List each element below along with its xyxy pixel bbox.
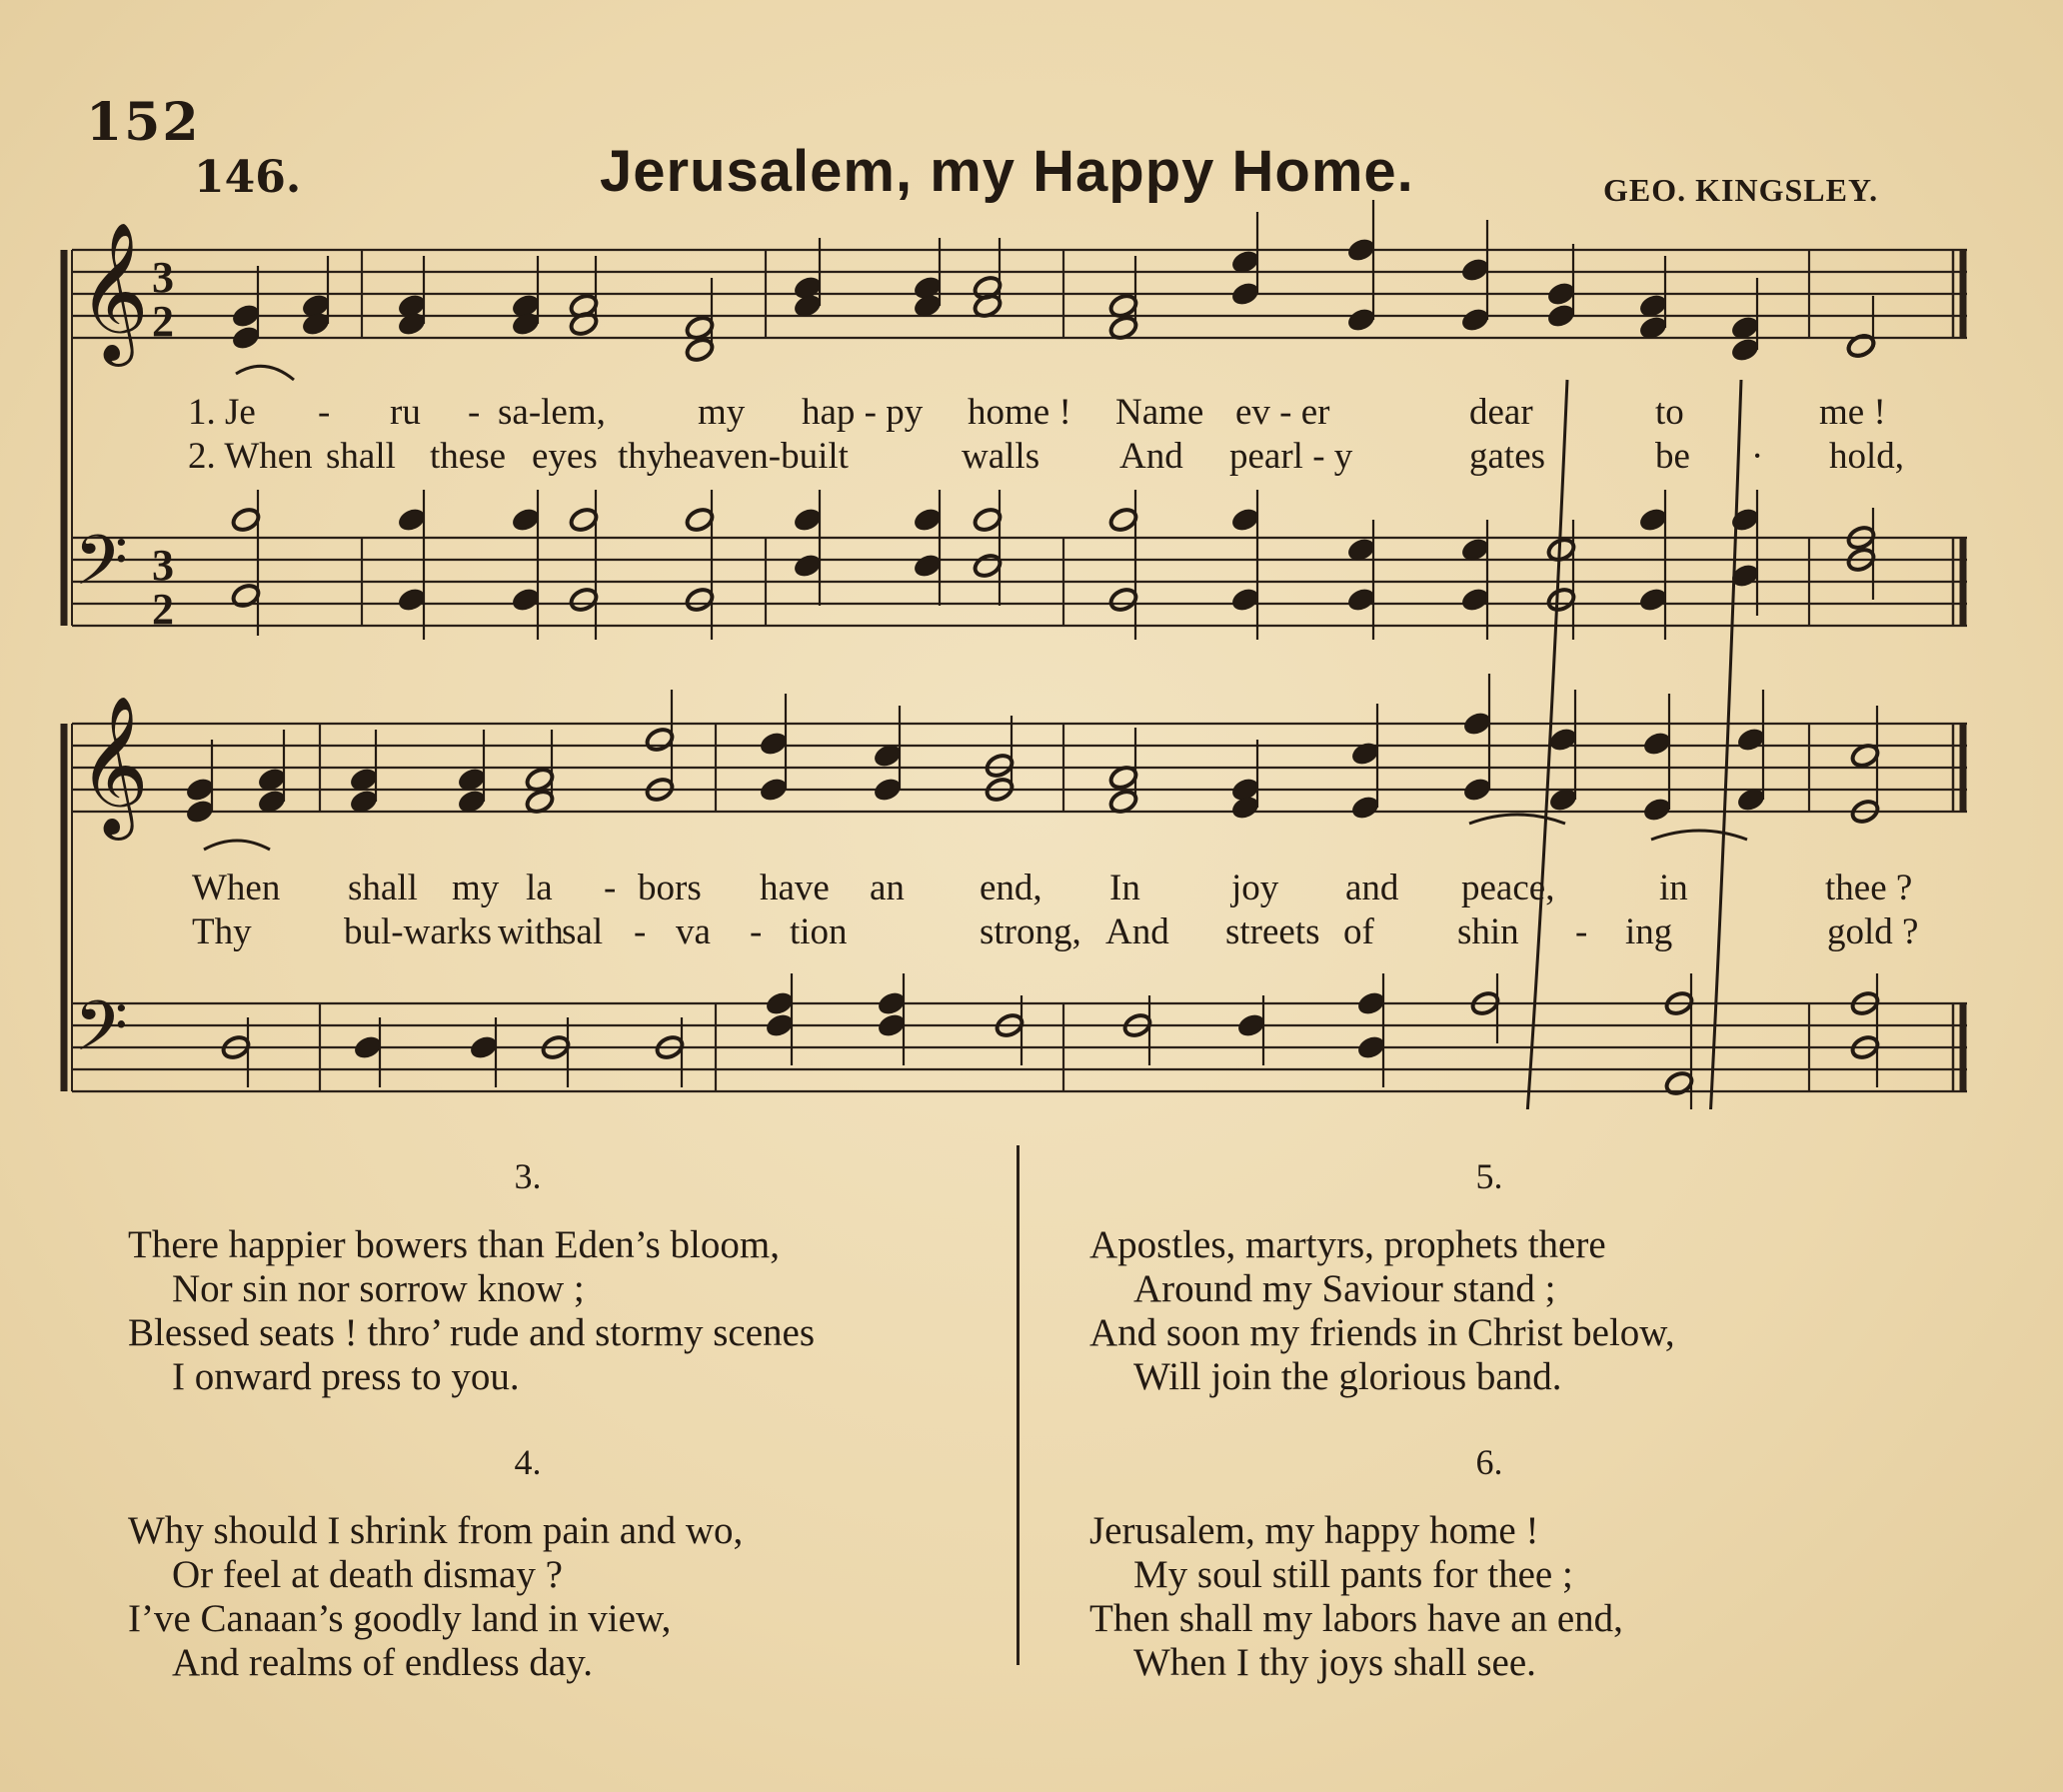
verse-5-number: 5. bbox=[1475, 1156, 1503, 1196]
lyric-system1-verse2-syllable: gates bbox=[1469, 436, 1546, 477]
verse-4 bbox=[128, 1509, 743, 1685]
lyric-system1-verse1-syllable: - bbox=[468, 392, 481, 433]
verse-line: And soon my friends in Christ below, bbox=[1089, 1311, 1675, 1354]
lyric-system2-verse1-syllable: in bbox=[1659, 868, 1688, 908]
lyric-system2-verse1-syllable: shall bbox=[348, 868, 418, 908]
hymn-title: Jerusalem, my Happy Home. bbox=[600, 139, 1414, 204]
time-signatures bbox=[152, 253, 174, 634]
time-signature-bottom: 2 bbox=[152, 585, 174, 634]
lyric-system2-verse2-syllable: - bbox=[750, 911, 763, 952]
verse-line: Around my Saviour stand ; bbox=[1133, 1267, 1556, 1310]
verse-line: I’ve Canaan’s goodly land in view, bbox=[128, 1597, 672, 1640]
verse-line: Will join the glorious band. bbox=[1133, 1355, 1562, 1398]
treble-clef-icon: 𝄞 bbox=[78, 696, 149, 835]
verse-line: Apostles, martyrs, prophets there bbox=[1089, 1223, 1606, 1266]
lyric-system1-verse2-syllable: walls bbox=[962, 436, 1040, 477]
lyric-system1-verse2-syllable: hold, bbox=[1829, 436, 1905, 477]
lyric-system1-verse2-syllable: be bbox=[1655, 436, 1690, 477]
lyric-system2-verse2-syllable: bul-warks bbox=[344, 911, 492, 952]
lyric-system2-verse2-syllable: with bbox=[498, 911, 564, 952]
lyric-system1-verse1-syllable: - bbox=[318, 392, 331, 433]
lyric-system2-verse1-syllable: - bbox=[604, 868, 617, 908]
slur bbox=[1651, 831, 1747, 840]
verse-line: Then shall my labors have an end, bbox=[1089, 1597, 1623, 1640]
lyric-system2-verse2-syllable: gold ? bbox=[1827, 911, 1919, 952]
bass-clef-icon: 𝄢 bbox=[74, 520, 129, 618]
lyric-system2-verse1-syllable: my bbox=[452, 868, 500, 908]
lyrics bbox=[188, 392, 1918, 952]
treble-clef-icon: 𝄞 bbox=[78, 222, 149, 361]
lyric-system2-verse1-syllable: and bbox=[1345, 868, 1399, 908]
lyric-system1-verse1-syllable: hap - py bbox=[802, 392, 924, 433]
bass-clef-icon: 𝄢 bbox=[74, 985, 129, 1083]
lyric-system2-verse1-syllable: In bbox=[1109, 868, 1140, 908]
lyric-system2-verse2-syllable: sal bbox=[562, 911, 604, 952]
verse-line: And realms of endless day. bbox=[172, 1641, 593, 1684]
lyric-system1-verse2-syllable: heaven-built bbox=[664, 436, 849, 477]
lyric-system1-verse1-syllable: me ! bbox=[1819, 392, 1886, 433]
lyric-system2-verse2-syllable: Thy bbox=[192, 911, 252, 952]
lyric-system2-verse2-syllable: streets bbox=[1225, 911, 1320, 952]
column-divider bbox=[1017, 1145, 1020, 1665]
lyric-system2-verse1-syllable: bors bbox=[638, 868, 702, 908]
lyric-system2-verse1-syllable: thee ? bbox=[1825, 868, 1913, 908]
verse-line: Blessed seats ! thro’ rude and stormy scenes bbox=[128, 1311, 816, 1354]
lyric-system1-verse2-syllable: 2. When bbox=[188, 436, 313, 477]
lyric-system1-verse2-syllable: thy bbox=[618, 436, 666, 477]
verse-line: There happier bowers than Eden’s bloom, bbox=[128, 1223, 780, 1266]
lyric-system1-verse1-syllable: ru bbox=[390, 392, 421, 433]
lyric-system2-verse2-syllable: va bbox=[676, 911, 711, 952]
composer-credit: GEO. KINGSLEY. bbox=[1603, 172, 1879, 208]
lyric-system1-verse1-syllable: sa-lem, bbox=[498, 392, 606, 433]
time-signature-top: 3 bbox=[152, 541, 174, 590]
lyric-system2-verse2-syllable: shin bbox=[1457, 911, 1519, 952]
lyric-system1-verse2-syllable: shall bbox=[326, 436, 396, 477]
lyric-system2-verse2-syllable: tion bbox=[790, 911, 848, 952]
lyric-system1-verse1-syllable: ev - er bbox=[1235, 392, 1330, 433]
verse-4-number: 4. bbox=[514, 1442, 542, 1482]
lyric-system1-verse2-syllable: these bbox=[430, 436, 507, 477]
lyric-system2-verse2-syllable: - bbox=[634, 911, 647, 952]
verse-line: Why should I shrink from pain and wo, bbox=[128, 1509, 744, 1552]
lyric-system2-verse1-syllable: an bbox=[870, 868, 905, 908]
time-signature-top: 3 bbox=[152, 253, 174, 302]
verse-line: I onward press to you. bbox=[172, 1355, 520, 1398]
slur bbox=[1469, 815, 1565, 824]
lyric-system1-verse1-syllable: Name bbox=[1115, 392, 1204, 433]
lyric-system2-verse1-syllable: end, bbox=[980, 868, 1042, 908]
verse-3 bbox=[128, 1223, 815, 1399]
lyric-system2-verse2-syllable: ing bbox=[1625, 911, 1673, 952]
clefs bbox=[74, 222, 149, 1083]
verse-line: Nor sin nor sorrow know ; bbox=[172, 1267, 585, 1310]
verse-3-number: 3. bbox=[514, 1156, 542, 1196]
hymn-number: 146. bbox=[194, 152, 302, 203]
lyric-system2-verse2-syllable: of bbox=[1343, 911, 1374, 952]
notes bbox=[184, 200, 1880, 1109]
lyric-system1-verse1-syllable: to bbox=[1655, 392, 1684, 433]
lyric-system2-verse1-syllable: When bbox=[192, 868, 281, 908]
lyric-system1-verse2-syllable: pearl - y bbox=[1229, 436, 1353, 477]
verse-6 bbox=[1089, 1509, 1623, 1685]
lyric-system1-verse2-syllable: And bbox=[1119, 436, 1183, 477]
verse-line: Or feel at death dismay ? bbox=[172, 1553, 563, 1596]
verse-line: Jerusalem, my happy home ! bbox=[1089, 1509, 1539, 1552]
verse-6-number: 6. bbox=[1475, 1442, 1503, 1482]
verse-line: My soul still pants for thee ; bbox=[1133, 1553, 1573, 1596]
page-number: 152 bbox=[86, 92, 201, 153]
lyric-system2-verse1-syllable: peace, bbox=[1461, 868, 1555, 908]
verse-5 bbox=[1089, 1223, 1675, 1399]
lyric-system2-verse1-syllable: la bbox=[526, 868, 553, 908]
lyric-system1-verse2-syllable: · bbox=[1751, 436, 1764, 477]
lyric-system2-verse2-syllable: - bbox=[1575, 911, 1588, 952]
bar-lines bbox=[64, 250, 1963, 1091]
slur bbox=[236, 366, 294, 380]
lyric-system1-verse1-syllable: my bbox=[698, 392, 746, 433]
lyric-system2-verse2-syllable: And bbox=[1105, 911, 1169, 952]
slur bbox=[204, 841, 270, 850]
time-signature-bottom: 2 bbox=[152, 297, 174, 346]
lyric-system2-verse1-syllable: joy bbox=[1231, 868, 1279, 908]
lyric-system2-verse1-syllable: have bbox=[760, 868, 830, 908]
verse-line: When I thy joys shall see. bbox=[1133, 1641, 1536, 1684]
lyric-system1-verse1-syllable: home ! bbox=[968, 392, 1071, 433]
lyric-system1-verse2-syllable: eyes bbox=[532, 436, 598, 477]
staff-lines bbox=[72, 250, 1967, 1091]
lyric-system1-verse1-syllable: 1. Je bbox=[188, 392, 256, 433]
lyric-system1-verse1-syllable: dear bbox=[1469, 392, 1533, 433]
lyric-system2-verse2-syllable: strong, bbox=[980, 911, 1081, 952]
